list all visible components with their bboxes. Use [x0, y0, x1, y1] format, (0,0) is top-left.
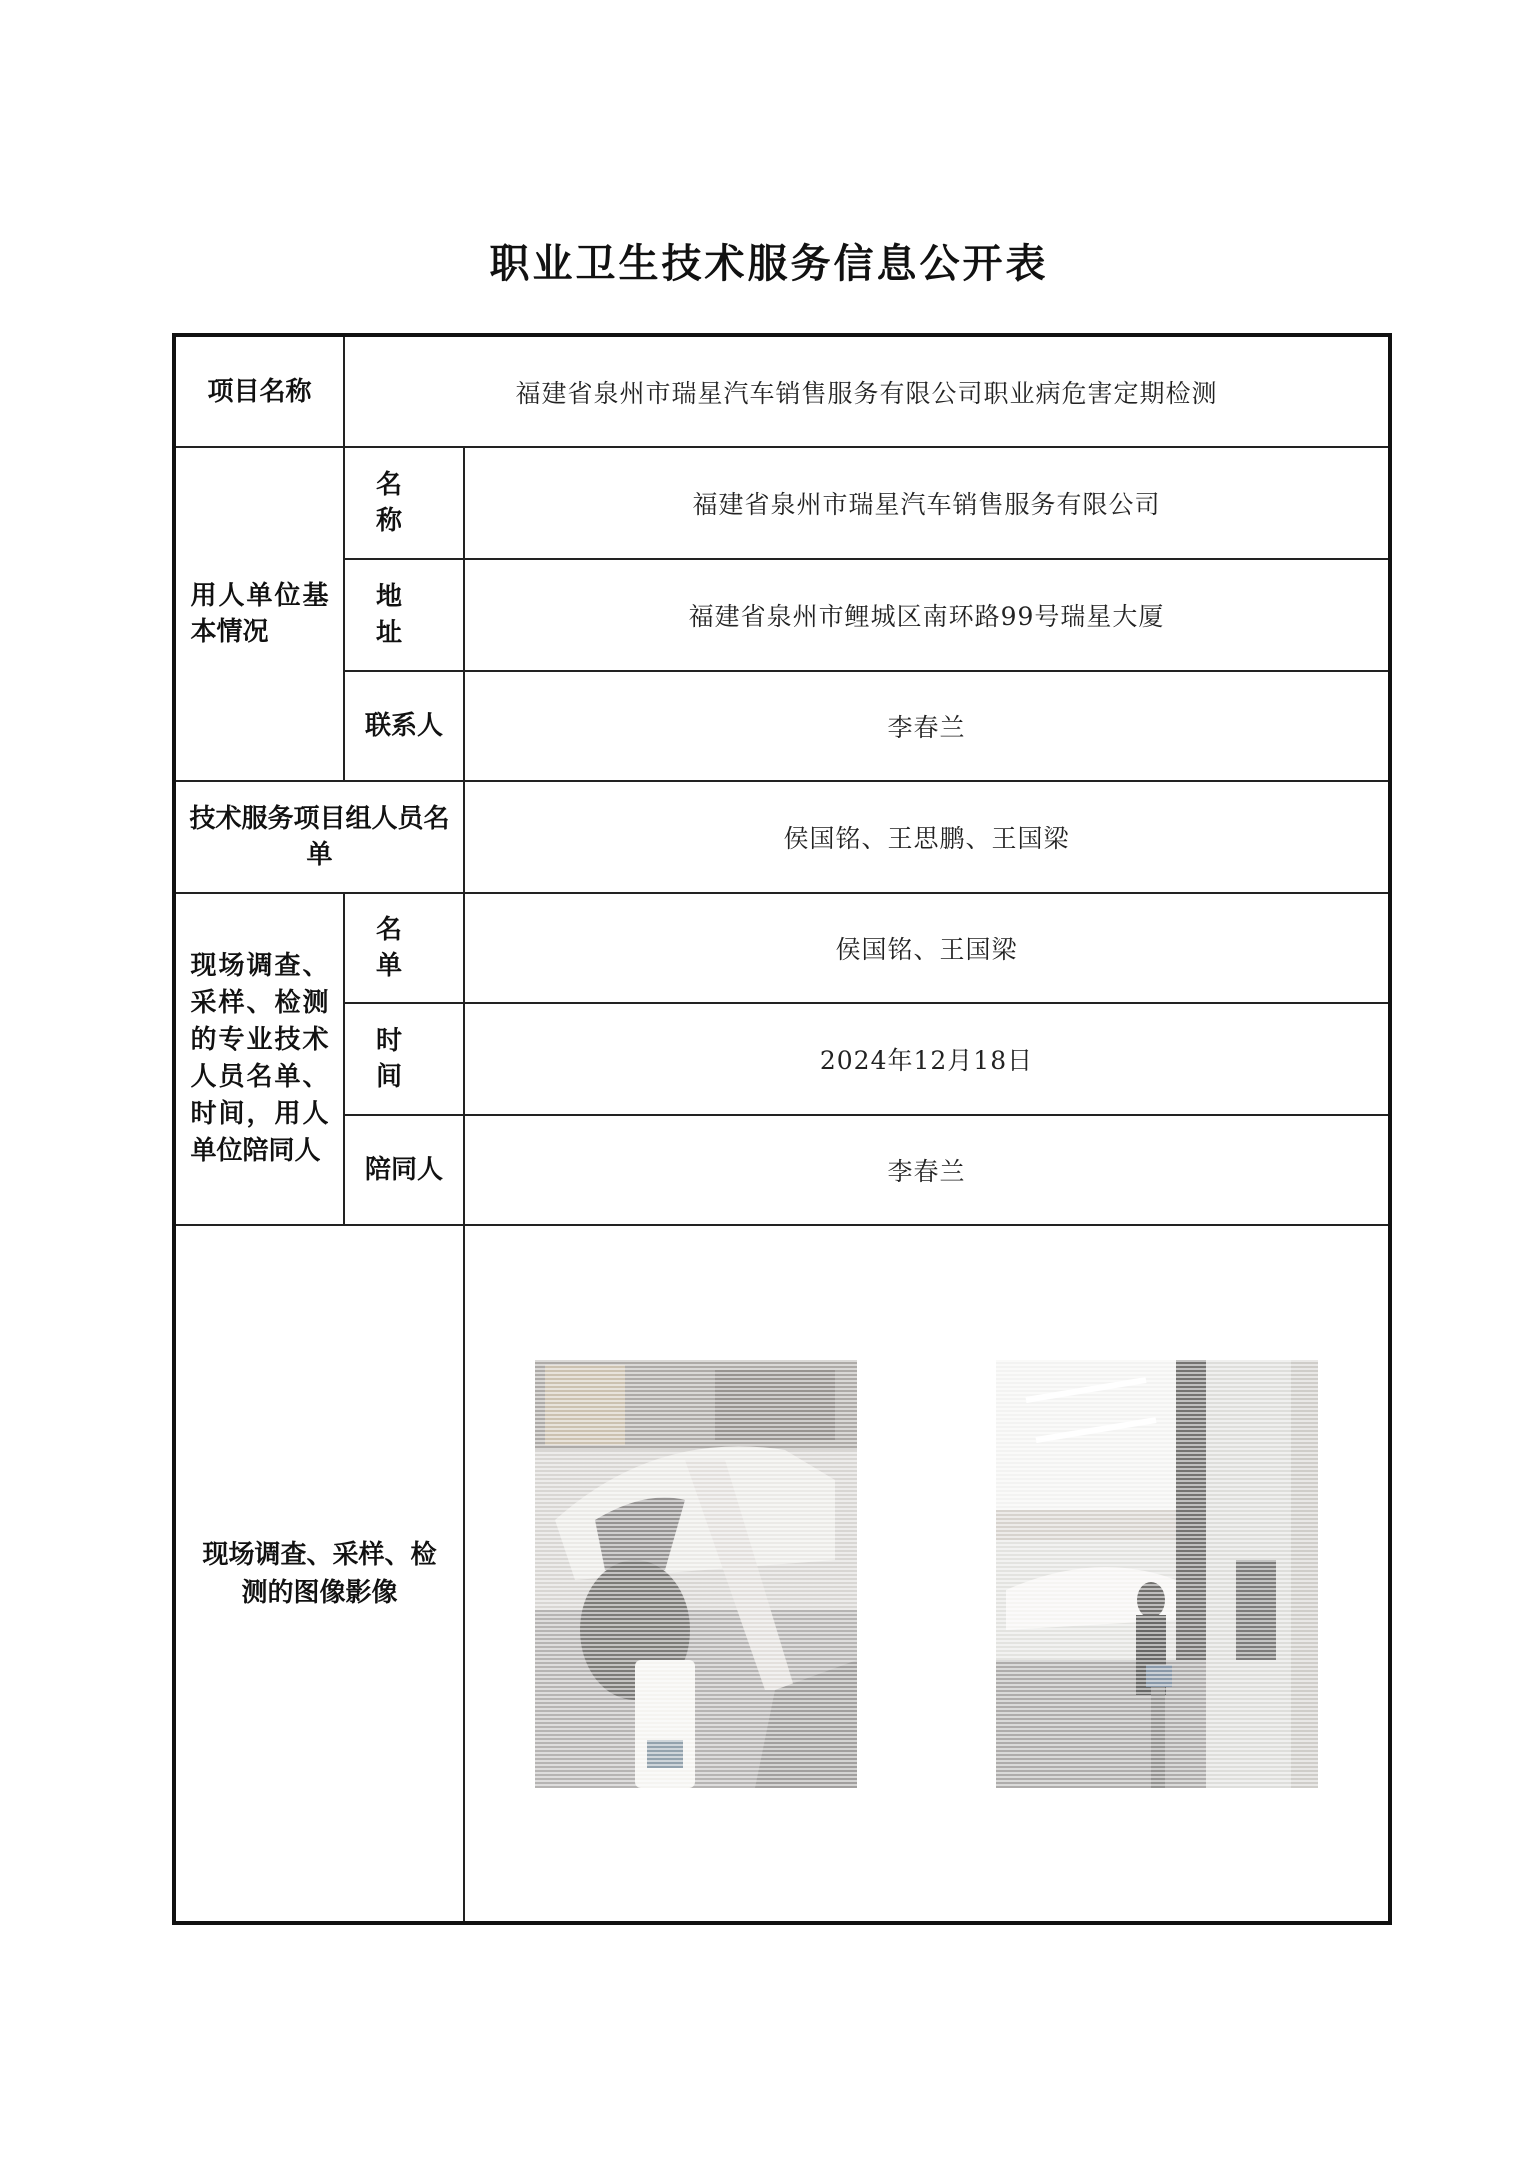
team-value-cell: [464, 781, 1390, 893]
row-employer-contact: [174, 671, 1390, 781]
employer-address-value-cell: [464, 559, 1390, 671]
field-time-value: 2024年12月18日: [819, 1046, 1034, 1075]
project-label: 项目名称: [207, 376, 312, 407]
team-label: 技术服务项目组人员名单: [189, 804, 450, 870]
field-escort-label: 陪同人: [364, 1155, 443, 1185]
row-employer-name: [174, 447, 1390, 559]
field-list-label-cell: [344, 893, 464, 1003]
project-label-cell: [174, 335, 344, 447]
employer-contact-label-cell: [344, 671, 464, 781]
employer-name-value: 福建省泉州市瑞星汽车销售服务有限公司: [692, 490, 1161, 519]
site-photo-1: [535, 1360, 857, 1788]
field-list-label: 名 单: [375, 915, 432, 981]
row-field-escort: [174, 1115, 1390, 1225]
field-list-value-cell: [464, 893, 1390, 1003]
employer-label-cell: [174, 447, 344, 781]
field-escort-value-cell: [464, 1115, 1390, 1225]
team-label-cell: [174, 781, 464, 893]
images-photo-cell: [464, 1225, 1390, 1923]
field-label-cell: [174, 893, 344, 1225]
project-value: 福建省泉州市瑞星汽车销售服务有限公司职业病危害定期检测: [515, 378, 1218, 408]
info-table: [172, 333, 1392, 1925]
employer-name-label: 名 称: [375, 470, 432, 536]
site-photo-2: [996, 1360, 1318, 1788]
row-employer-address: [174, 559, 1390, 671]
employer-contact-value: 李春兰: [887, 713, 966, 742]
row-field-time: [174, 1003, 1390, 1115]
row-field-list: [174, 893, 1390, 1003]
employer-address-label: 地 址: [375, 582, 432, 648]
row-images: [174, 1225, 1390, 1923]
site-photo-1-image: [535, 1360, 857, 1788]
row-project: [174, 335, 1390, 447]
field-list-value: 侯国铭、王国梁: [835, 935, 1018, 964]
employer-name-label-cell: [344, 447, 464, 559]
employer-contact-value-cell: [464, 671, 1390, 781]
field-time-label-cell: [344, 1003, 464, 1115]
employer-contact-label: 联系人: [364, 711, 443, 741]
field-time-label: 时 间: [375, 1026, 432, 1092]
field-escort-label-cell: [344, 1115, 464, 1225]
images-label: 现场调查、采样、检测的图像影像: [202, 1539, 437, 1608]
site-photo-2-image: [996, 1360, 1318, 1788]
employer-name-value-cell: [464, 447, 1390, 559]
employer-label: 用人单位基本情况: [190, 581, 329, 647]
field-time-value-cell: [464, 1003, 1390, 1115]
team-value: 侯国铭、王思鹏、王国梁: [783, 824, 1070, 853]
field-escort-value: 李春兰: [887, 1157, 966, 1186]
employer-address-label-cell: [344, 559, 464, 671]
images-label-cell: [174, 1225, 464, 1923]
page-title: 职业卫生技术服务信息公开表: [489, 241, 1049, 287]
employer-address-value: 福建省泉州市鲤城区南环路99号瑞星大厦: [688, 602, 1165, 631]
row-team: [174, 781, 1390, 893]
field-label: 现场调查、采样、检测的专业技术人员名单、时间，用人单位陪同人: [190, 951, 329, 1166]
project-value-cell: [344, 335, 1390, 447]
